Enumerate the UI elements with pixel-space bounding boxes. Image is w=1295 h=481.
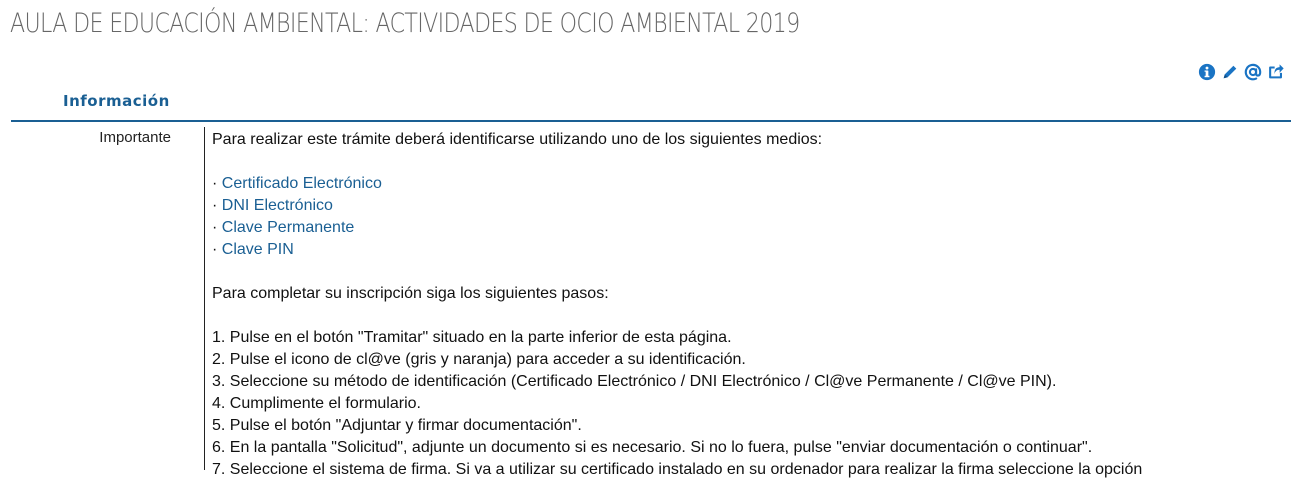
step-item: 3. Seleccione su método de identificación (Certificado Electrónico / DNI Electrónico / Cl@ve Permanente / Cl@ve PIN). <box>212 373 1057 390</box>
step-item: 6. En la pantalla "Solicitud", adjunte un documento si es necesario. Si no lo fuera, pulse "enviar documentación o continuar". <box>212 439 1093 456</box>
id-method-item: · Clave Permanente <box>212 219 355 236</box>
share-icon[interactable] <box>1266 62 1285 81</box>
link-dni-electronico[interactable]: DNI Electrónico <box>221 197 333 214</box>
step-item: 4. Cumplimente el formulario. <box>212 395 421 412</box>
step-item: 2. Pulse el icono de cl@ve (gris y naranja) para acceder a su identificación. <box>212 351 746 368</box>
id-method-item: · DNI Electrónico <box>212 197 333 214</box>
pencil-icon[interactable] <box>1220 62 1239 81</box>
column-divider <box>204 127 205 470</box>
steps-intro: Para completar su inscripción siga los siguientes pasos: <box>212 285 609 302</box>
link-certificado-electronico[interactable]: Certificado Electrónico <box>221 175 382 192</box>
at-icon[interactable] <box>1243 62 1262 81</box>
link-clave-pin[interactable]: Clave PIN <box>221 241 294 258</box>
section-title: Información <box>63 92 170 110</box>
row-label: Importante <box>99 129 171 146</box>
info-icon[interactable] <box>1197 62 1216 81</box>
step-item: 5. Pulse el botón "Adjuntar y firmar documentación". <box>212 417 582 434</box>
link-clave-permanente[interactable]: Clave Permanente <box>221 219 355 236</box>
step-item: 1. Pulse en el botón "Tramitar" situado en la parte inferior de esta página. <box>212 329 732 346</box>
toolbar <box>1197 62 1285 81</box>
page-title: AULA DE EDUCACIÓN AMBIENTAL: ACTIVIDADES DE OCIO AMBIENTAL 2019 <box>10 8 800 39</box>
id-method-item: · Certificado Electrónico <box>212 175 382 192</box>
identification-intro: Para realizar este trámite deberá identificarse utilizando uno de los siguientes medios: <box>212 131 823 148</box>
row-content <box>212 129 1295 481</box>
step-item: 7. Seleccione el sistema de firma. Si va a utilizar su certificado instalado en su ordenador para realizar la firma seleccione la opción <box>212 461 1143 478</box>
info-row-importante <box>0 122 1295 478</box>
id-method-item: · Clave PIN <box>212 241 294 258</box>
